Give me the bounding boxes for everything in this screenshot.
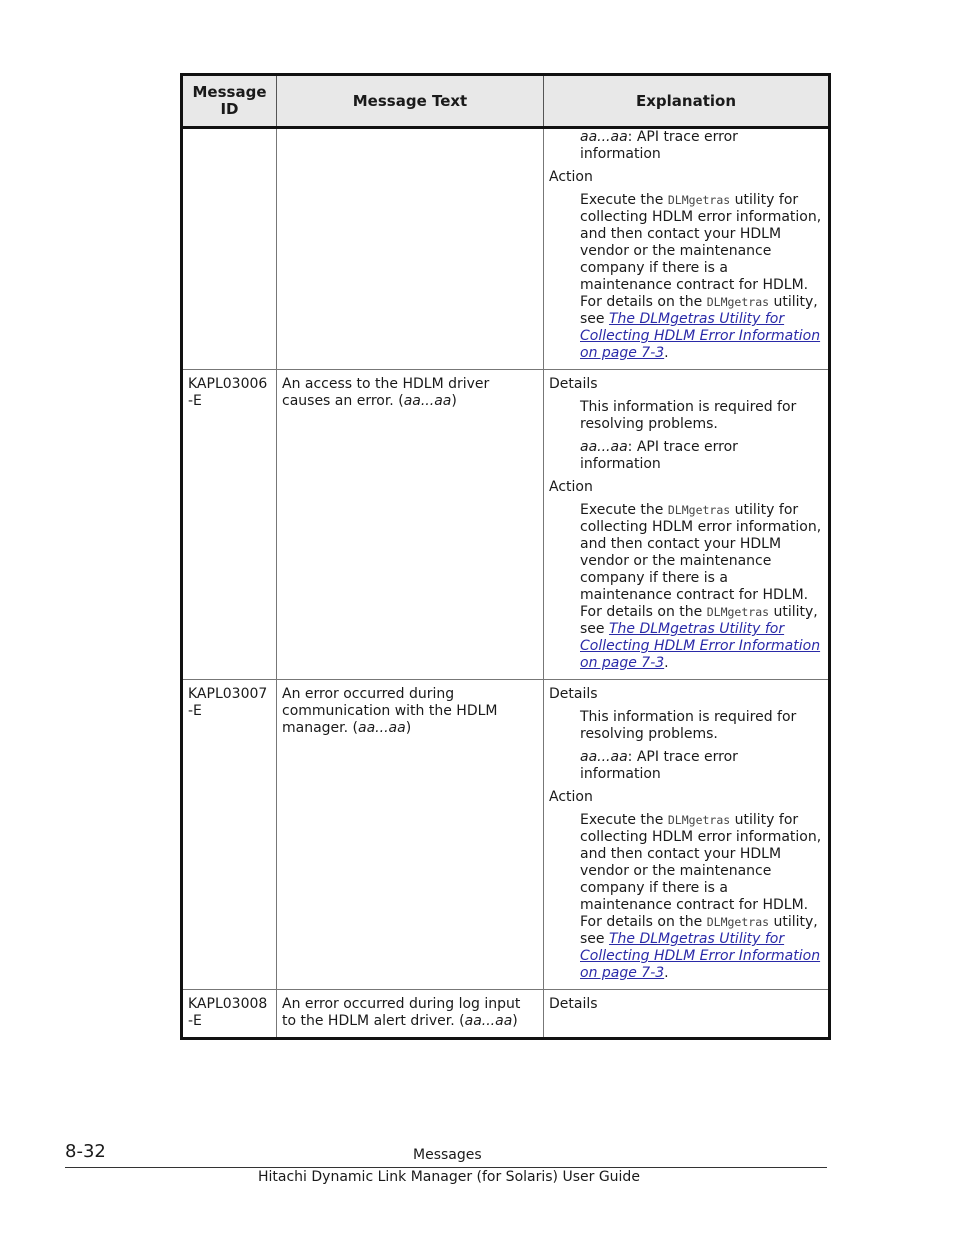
- action-text: Execute the DLMgetras utility for collecting HDLM error information, and then contact your HDLM vendor or the maintenance company if there is a maintenance contract for HDLM. For details on the DLMgetras utility, see The DLMgetras Utility for Collecting HDLM Error Information on page 7-3.: [580, 812, 822, 981]
- header-message-text: Message Text: [277, 75, 544, 128]
- explanation-cell: [544, 370, 830, 680]
- explanation-cell: [544, 990, 830, 1039]
- trace-info: aa...aa: API trace error information: [580, 129, 738, 162]
- action-heading: Action: [549, 169, 593, 185]
- table-row: [182, 680, 830, 990]
- explanation-cell: [544, 680, 830, 990]
- table-row: [182, 370, 830, 680]
- trace-info: aa...aa: API trace error information: [580, 749, 738, 782]
- details-required-text: This information is required for resolving problems.: [580, 709, 797, 742]
- message-id-cell: KAPL03008 -E: [182, 990, 277, 1039]
- explanation-cell: [544, 128, 830, 370]
- message-text-cell: [277, 128, 544, 370]
- message-id-cell: [182, 128, 277, 370]
- footer-divider: [65, 1167, 827, 1168]
- message-text-cell: An error occurred during log input to the HDLM alert driver. (aa...aa): [277, 990, 544, 1039]
- action-text: Execute the DLMgetras utility for collecting HDLM error information, and then contact your HDLM vendor or the maintenance company if there is a maintenance contract for HDLM. For details on the DLMgetras utility, see The DLMgetras Utility for Collecting HDLM Error Information on page 7-3.: [580, 502, 822, 671]
- message-id-cell: KAPL03007 -E: [182, 680, 277, 990]
- message-table: [180, 73, 831, 1040]
- footer-book-title: Hitachi Dynamic Link Manager (for Solaris) User Guide: [258, 1169, 640, 1185]
- details-required-text: This information is required for resolving problems.: [580, 399, 797, 432]
- page-number: 8-32: [65, 1141, 106, 1162]
- details-heading: Details: [549, 376, 598, 392]
- header-message-id: Message ID: [182, 75, 277, 128]
- action-text: Execute the DLMgetras utility for collecting HDLM error information, and then contact your HDLM vendor or the maintenance company if there is a maintenance contract for HDLM. For details on the DLMgetras utility, see The DLMgetras Utility for Collecting HDLM Error Information on page 7-3.: [580, 192, 822, 361]
- details-heading: Details: [549, 686, 598, 702]
- footer-section-name: Messages: [413, 1147, 482, 1163]
- action-heading: Action: [549, 789, 593, 805]
- table-header-row: [182, 75, 830, 128]
- header-explanation: Explanation: [544, 75, 830, 128]
- table-row: [182, 128, 830, 370]
- message-id-cell: KAPL03006 -E: [182, 370, 277, 680]
- message-text-cell: An access to the HDLM driver causes an error. (aa...aa): [277, 370, 544, 680]
- dlmgetras-reference-link[interactable]: The DLMgetras Utility for Collecting HDLM Error Information on page 7-3: [580, 311, 821, 361]
- details-heading: Details: [549, 996, 598, 1012]
- table-row: [182, 990, 830, 1039]
- dlmgetras-reference-link[interactable]: The DLMgetras Utility for Collecting HDLM Error Information on page 7-3: [580, 621, 821, 671]
- trace-info: aa...aa: API trace error information: [580, 439, 738, 472]
- action-heading: Action: [549, 479, 593, 495]
- dlmgetras-reference-link[interactable]: The DLMgetras Utility for Collecting HDLM Error Information on page 7-3: [580, 931, 821, 981]
- message-text-cell: An error occurred during communication with the HDLM manager. (aa...aa): [277, 680, 544, 990]
